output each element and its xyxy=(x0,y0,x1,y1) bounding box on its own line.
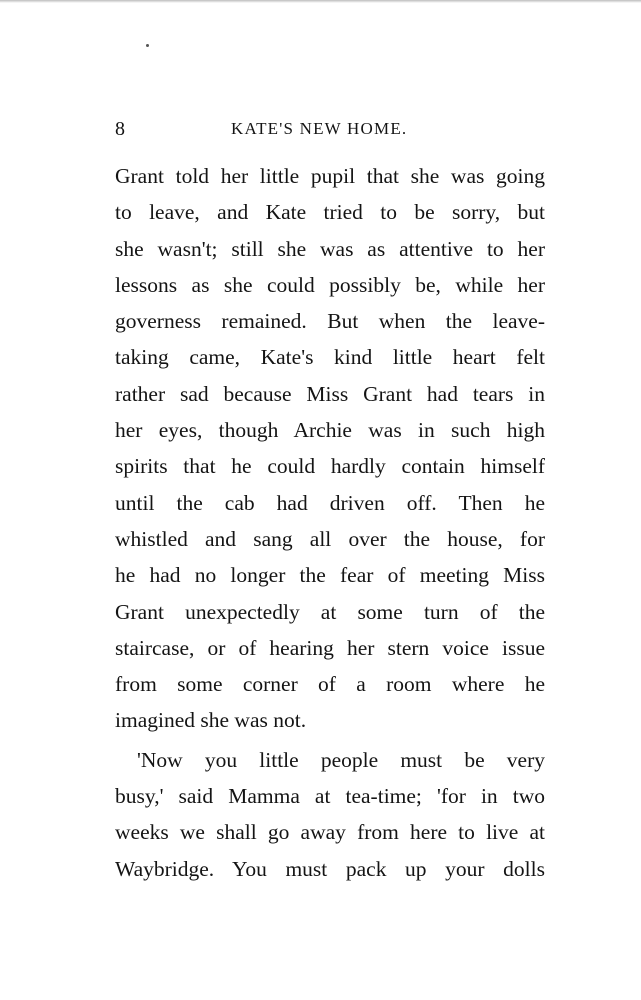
running-title: KATE'S NEW HOME. xyxy=(231,119,408,138)
text-line: Grant told her little pupil that she was going xyxy=(115,164,545,188)
text-line: busy,' said Mamma at tea-time; 'for in two xyxy=(115,784,545,809)
text-line: to leave, and Kate tried to be sorry, but xyxy=(115,200,545,225)
text-line: she wasn't; still she was as attentive to her xyxy=(115,236,545,261)
text-line: governess remained. But when the leave- xyxy=(115,309,545,334)
text-line: weeks we shall go away from here to live at xyxy=(115,820,545,845)
paragraph-2 xyxy=(115,742,545,887)
page-top-edge xyxy=(0,0,641,3)
text-line: staircase, or of hearing her stern voice issue xyxy=(115,635,545,660)
paragraph-1 xyxy=(115,158,545,739)
body-text xyxy=(115,158,545,887)
text-line: lessons as she could possibly be, while her xyxy=(115,272,545,297)
text-line: imagined she was not. xyxy=(115,708,307,733)
print-speck xyxy=(146,44,149,47)
text-line: her eyes, though Archie was in such high xyxy=(115,418,545,443)
text-line: rather sad because Miss Grant had tears in xyxy=(115,381,545,406)
text-line: until the cab had driven off. Then he xyxy=(115,490,545,515)
running-head xyxy=(115,118,545,142)
text-line: spirits that he could hardly contain himself xyxy=(115,454,545,479)
text-line: Grant unexpectedly at some turn of the xyxy=(115,599,545,624)
text-line: 'Now you little people must be very xyxy=(137,747,545,772)
page-number: 8 xyxy=(115,118,126,140)
text-line: whistled and sang all over the house, for xyxy=(115,526,545,551)
text-line: Waybridge. You must pack up your dolls xyxy=(115,856,545,881)
text-line: taking came, Kate's kind little heart felt xyxy=(115,345,545,370)
text-line: from some corner of a room where he xyxy=(115,672,545,697)
text-line: he had no longer the fear of meeting Miss xyxy=(115,563,545,588)
